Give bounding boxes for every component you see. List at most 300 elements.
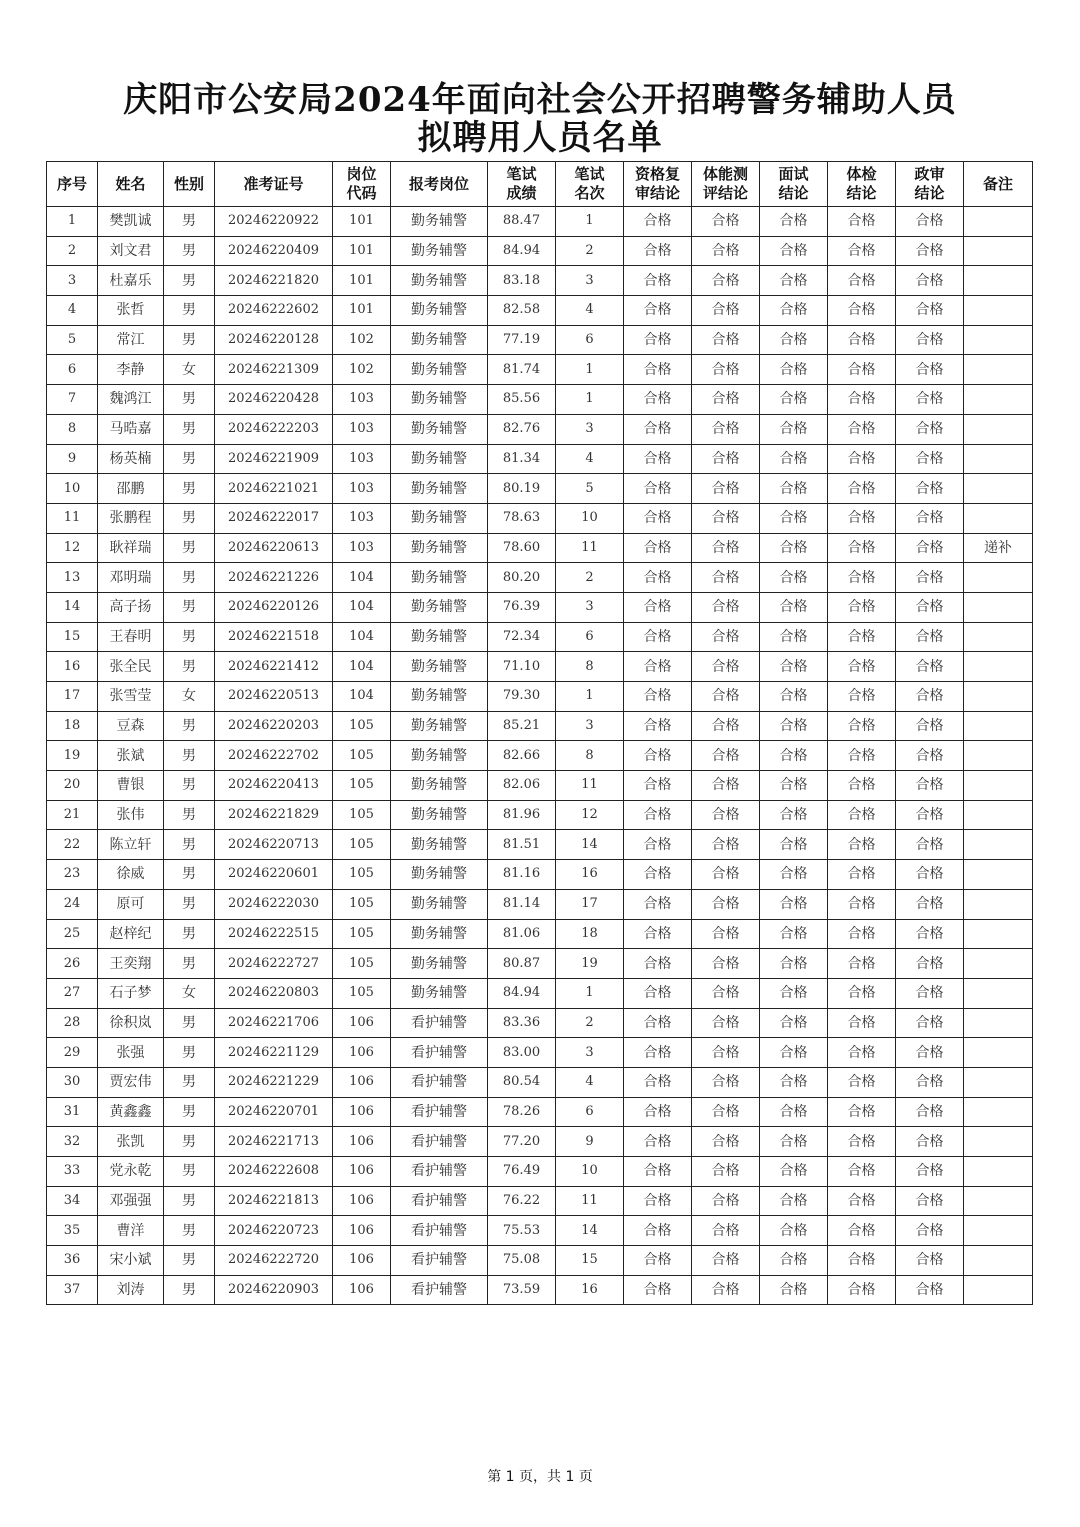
cell-post: 勤务辅警	[391, 741, 488, 771]
cell-political: 合格	[896, 978, 964, 1008]
cell-written-rank: 17	[556, 889, 624, 919]
cell-post: 勤务辅警	[391, 325, 488, 355]
cell-written-score: 75.53	[488, 1216, 556, 1246]
cell-written-score: 82.76	[488, 414, 556, 444]
cell-exam-no: 20246221829	[215, 800, 333, 830]
cell-gender: 男	[164, 741, 215, 771]
cell-qualification: 合格	[624, 385, 692, 415]
cell-medical: 合格	[828, 652, 896, 682]
cell-note	[964, 296, 1033, 326]
cell-written-score: 81.14	[488, 889, 556, 919]
header-written-rank: 笔试 名次	[556, 162, 624, 207]
cell-name: 曹洋	[98, 1216, 164, 1246]
table-row	[47, 474, 1033, 504]
cell-seq: 1	[47, 207, 98, 237]
cell-name: 宋小斌	[98, 1246, 164, 1276]
cell-post-code: 105	[333, 889, 391, 919]
cell-post: 勤务辅警	[391, 889, 488, 919]
cell-post: 看护辅警	[391, 1038, 488, 1068]
cell-seq: 14	[47, 592, 98, 622]
table-row	[47, 355, 1033, 385]
cell-name: 张哲	[98, 296, 164, 326]
cell-gender: 女	[164, 978, 215, 1008]
cell-written-score: 83.36	[488, 1008, 556, 1038]
table-row	[47, 682, 1033, 712]
cell-qualification: 合格	[624, 266, 692, 296]
table-row	[47, 503, 1033, 533]
cell-written-score: 76.39	[488, 592, 556, 622]
cell-written-rank: 4	[556, 444, 624, 474]
cell-post: 勤务辅警	[391, 296, 488, 326]
cell-post: 看护辅警	[391, 1067, 488, 1097]
cell-qualification: 合格	[624, 1127, 692, 1157]
table-row	[47, 978, 1033, 1008]
cell-medical: 合格	[828, 800, 896, 830]
cell-exam-no: 20246222727	[215, 949, 333, 979]
cell-name: 高子扬	[98, 592, 164, 622]
cell-fitness: 合格	[692, 1157, 760, 1187]
cell-name: 徐积岚	[98, 1008, 164, 1038]
cell-written-rank: 3	[556, 592, 624, 622]
cell-note	[964, 978, 1033, 1008]
cell-post: 勤务辅警	[391, 503, 488, 533]
cell-medical: 合格	[828, 414, 896, 444]
cell-written-rank: 8	[556, 652, 624, 682]
cell-medical: 合格	[828, 682, 896, 712]
cell-fitness: 合格	[692, 563, 760, 593]
table-row	[47, 889, 1033, 919]
cell-note	[964, 771, 1033, 801]
cell-post-code: 105	[333, 800, 391, 830]
cell-post: 勤务辅警	[391, 414, 488, 444]
header-written-score: 笔试 成绩	[488, 162, 556, 207]
cell-seq: 35	[47, 1216, 98, 1246]
cell-political: 合格	[896, 652, 964, 682]
cell-medical: 合格	[828, 771, 896, 801]
cell-written-rank: 9	[556, 1127, 624, 1157]
cell-name: 徐威	[98, 860, 164, 890]
cell-note	[964, 860, 1033, 890]
cell-written-rank: 2	[556, 236, 624, 266]
cell-post: 勤务辅警	[391, 652, 488, 682]
cell-exam-no: 20246220203	[215, 711, 333, 741]
cell-political: 合格	[896, 444, 964, 474]
cell-fitness: 合格	[692, 266, 760, 296]
cell-fitness: 合格	[692, 1038, 760, 1068]
cell-note	[964, 592, 1033, 622]
cell-medical: 合格	[828, 444, 896, 474]
cell-name: 张全民	[98, 652, 164, 682]
cell-post: 勤务辅警	[391, 978, 488, 1008]
cell-name: 张斌	[98, 741, 164, 771]
table-row	[47, 385, 1033, 415]
cell-fitness: 合格	[692, 1275, 760, 1305]
cell-gender: 女	[164, 355, 215, 385]
cell-seq: 15	[47, 622, 98, 652]
cell-qualification: 合格	[624, 889, 692, 919]
cell-political: 合格	[896, 1127, 964, 1157]
cell-fitness: 合格	[692, 711, 760, 741]
cell-exam-no: 20246220601	[215, 860, 333, 890]
cell-seq: 31	[47, 1097, 98, 1127]
cell-post-code: 103	[333, 414, 391, 444]
cell-name: 原可	[98, 889, 164, 919]
cell-fitness: 合格	[692, 1008, 760, 1038]
cell-qualification: 合格	[624, 711, 692, 741]
cell-written-score: 81.74	[488, 355, 556, 385]
cell-medical: 合格	[828, 592, 896, 622]
table-row	[47, 236, 1033, 266]
cell-written-score: 73.59	[488, 1275, 556, 1305]
header-note: 备注	[964, 162, 1033, 207]
cell-written-rank: 6	[556, 1097, 624, 1127]
cell-note	[964, 919, 1033, 949]
cell-written-rank: 16	[556, 860, 624, 890]
cell-qualification: 合格	[624, 1038, 692, 1068]
cell-written-rank: 10	[556, 1157, 624, 1187]
cell-political: 合格	[896, 1216, 964, 1246]
cell-written-score: 84.94	[488, 236, 556, 266]
cell-political: 合格	[896, 1186, 964, 1216]
cell-seq: 30	[47, 1067, 98, 1097]
cell-political: 合格	[896, 1246, 964, 1276]
cell-seq: 26	[47, 949, 98, 979]
cell-exam-no: 20246222515	[215, 919, 333, 949]
cell-medical: 合格	[828, 860, 896, 890]
cell-seq: 5	[47, 325, 98, 355]
cell-fitness: 合格	[692, 622, 760, 652]
cell-post: 勤务辅警	[391, 830, 488, 860]
cell-seq: 7	[47, 385, 98, 415]
cell-post-code: 106	[333, 1008, 391, 1038]
cell-medical: 合格	[828, 1246, 896, 1276]
cell-medical: 合格	[828, 622, 896, 652]
cell-political: 合格	[896, 385, 964, 415]
cell-fitness: 合格	[692, 236, 760, 266]
cell-name: 刘涛	[98, 1275, 164, 1305]
cell-written-rank: 3	[556, 711, 624, 741]
cell-name: 张强	[98, 1038, 164, 1068]
cell-written-score: 81.34	[488, 444, 556, 474]
cell-written-score: 80.87	[488, 949, 556, 979]
table-row	[47, 414, 1033, 444]
cell-written-rank: 3	[556, 266, 624, 296]
cell-political: 合格	[896, 503, 964, 533]
cell-medical: 合格	[828, 325, 896, 355]
cell-qualification: 合格	[624, 800, 692, 830]
cell-post: 勤务辅警	[391, 919, 488, 949]
cell-written-rank: 11	[556, 533, 624, 563]
cell-written-score: 81.06	[488, 919, 556, 949]
cell-note	[964, 1127, 1033, 1157]
cell-written-rank: 3	[556, 1038, 624, 1068]
cell-post-code: 103	[333, 444, 391, 474]
cell-seq: 33	[47, 1157, 98, 1187]
cell-medical: 合格	[828, 533, 896, 563]
cell-note	[964, 949, 1033, 979]
cell-post-code: 106	[333, 1097, 391, 1127]
cell-medical: 合格	[828, 1216, 896, 1246]
cell-gender: 男	[164, 1097, 215, 1127]
cell-gender: 男	[164, 325, 215, 355]
cell-seq: 29	[47, 1038, 98, 1068]
cell-post-code: 106	[333, 1067, 391, 1097]
table-row	[47, 1008, 1033, 1038]
cell-medical: 合格	[828, 207, 896, 237]
cell-interview: 合格	[760, 800, 828, 830]
cell-post-code: 106	[333, 1127, 391, 1157]
cell-written-rank: 4	[556, 1067, 624, 1097]
cell-written-score: 80.20	[488, 563, 556, 593]
cell-gender: 男	[164, 1038, 215, 1068]
cell-qualification: 合格	[624, 207, 692, 237]
cell-post: 勤务辅警	[391, 207, 488, 237]
cell-post-code: 101	[333, 236, 391, 266]
cell-written-score: 82.06	[488, 771, 556, 801]
header-qualification: 资格复 审结论	[624, 162, 692, 207]
cell-political: 合格	[896, 682, 964, 712]
cell-written-rank: 10	[556, 503, 624, 533]
cell-name: 豆森	[98, 711, 164, 741]
cell-name: 党永乾	[98, 1157, 164, 1187]
cell-interview: 合格	[760, 592, 828, 622]
cell-interview: 合格	[760, 385, 828, 415]
header-post: 报考岗位	[391, 162, 488, 207]
header-political: 政审 结论	[896, 162, 964, 207]
cell-fitness: 合格	[692, 296, 760, 326]
cell-post-code: 104	[333, 652, 391, 682]
cell-post-code: 105	[333, 860, 391, 890]
cell-interview: 合格	[760, 889, 828, 919]
cell-interview: 合格	[760, 771, 828, 801]
cell-post-code: 106	[333, 1216, 391, 1246]
table-row	[47, 830, 1033, 860]
cell-post-code: 101	[333, 296, 391, 326]
cell-exam-no: 20246221813	[215, 1186, 333, 1216]
cell-post: 看护辅警	[391, 1186, 488, 1216]
cell-gender: 男	[164, 563, 215, 593]
cell-interview: 合格	[760, 1216, 828, 1246]
table-row	[47, 296, 1033, 326]
cell-written-rank: 4	[556, 296, 624, 326]
cell-medical: 合格	[828, 711, 896, 741]
cell-fitness: 合格	[692, 325, 760, 355]
document-title-line1: 庆阳市公安局2024年面向社会公开招聘警务辅助人员	[123, 80, 957, 120]
cell-seq: 37	[47, 1275, 98, 1305]
cell-interview: 合格	[760, 533, 828, 563]
cell-exam-no: 20246221021	[215, 474, 333, 504]
cell-interview: 合格	[760, 236, 828, 266]
cell-seq: 28	[47, 1008, 98, 1038]
cell-seq: 21	[47, 800, 98, 830]
cell-medical: 合格	[828, 919, 896, 949]
cell-gender: 男	[164, 1275, 215, 1305]
cell-name: 张伟	[98, 800, 164, 830]
cell-interview: 合格	[760, 1157, 828, 1187]
cell-qualification: 合格	[624, 592, 692, 622]
cell-note	[964, 236, 1033, 266]
cell-fitness: 合格	[692, 652, 760, 682]
cell-exam-no: 20246220701	[215, 1097, 333, 1127]
document-title-line2: 拟聘用人员名单	[417, 118, 663, 158]
cell-written-score: 76.22	[488, 1186, 556, 1216]
cell-post-code: 105	[333, 830, 391, 860]
cell-exam-no: 20246221129	[215, 1038, 333, 1068]
cell-written-score: 76.49	[488, 1157, 556, 1187]
cell-post: 勤务辅警	[391, 771, 488, 801]
cell-interview: 合格	[760, 1246, 828, 1276]
cell-political: 合格	[896, 1275, 964, 1305]
cell-interview: 合格	[760, 1067, 828, 1097]
cell-written-rank: 18	[556, 919, 624, 949]
cell-qualification: 合格	[624, 652, 692, 682]
cell-written-score: 82.66	[488, 741, 556, 771]
cell-note	[964, 682, 1033, 712]
cell-exam-no: 20246220126	[215, 592, 333, 622]
cell-written-rank: 1	[556, 682, 624, 712]
cell-exam-no: 20246220413	[215, 771, 333, 801]
cell-seq: 32	[47, 1127, 98, 1157]
cell-note	[964, 563, 1033, 593]
cell-name: 贾宏伟	[98, 1067, 164, 1097]
cell-gender: 男	[164, 207, 215, 237]
cell-gender: 男	[164, 236, 215, 266]
cell-medical: 合格	[828, 1127, 896, 1157]
cell-written-score: 75.08	[488, 1246, 556, 1276]
cell-post-code: 104	[333, 592, 391, 622]
cell-medical: 合格	[828, 385, 896, 415]
table-row	[47, 741, 1033, 771]
cell-written-score: 85.56	[488, 385, 556, 415]
cell-qualification: 合格	[624, 414, 692, 444]
header-exam-no: 准考证号	[215, 162, 333, 207]
cell-written-score: 77.20	[488, 1127, 556, 1157]
cell-fitness: 合格	[692, 533, 760, 563]
cell-written-score: 88.47	[488, 207, 556, 237]
cell-post: 勤务辅警	[391, 355, 488, 385]
cell-post: 勤务辅警	[391, 444, 488, 474]
cell-seq: 16	[47, 652, 98, 682]
cell-exam-no: 20246221412	[215, 652, 333, 682]
cell-post-code: 101	[333, 207, 391, 237]
table-row	[47, 919, 1033, 949]
cell-interview: 合格	[760, 474, 828, 504]
cell-gender: 男	[164, 266, 215, 296]
cell-fitness: 合格	[692, 860, 760, 890]
cell-medical: 合格	[828, 830, 896, 860]
cell-note	[964, 474, 1033, 504]
cell-note	[964, 1216, 1033, 1246]
cell-post: 勤务辅警	[391, 563, 488, 593]
cell-gender: 男	[164, 1008, 215, 1038]
cell-gender: 男	[164, 414, 215, 444]
cell-name: 邓明瑞	[98, 563, 164, 593]
cell-note	[964, 266, 1033, 296]
cell-written-score: 71.10	[488, 652, 556, 682]
cell-post-code: 105	[333, 949, 391, 979]
cell-medical: 合格	[828, 503, 896, 533]
cell-political: 合格	[896, 1067, 964, 1097]
cell-seq: 17	[47, 682, 98, 712]
table-row	[47, 1246, 1033, 1276]
cell-gender: 男	[164, 385, 215, 415]
cell-fitness: 合格	[692, 771, 760, 801]
cell-written-score: 78.63	[488, 503, 556, 533]
cell-post-code: 103	[333, 503, 391, 533]
cell-written-rank: 1	[556, 207, 624, 237]
cell-political: 合格	[896, 474, 964, 504]
cell-gender: 男	[164, 652, 215, 682]
cell-interview: 合格	[760, 1186, 828, 1216]
table-row	[47, 1186, 1033, 1216]
cell-qualification: 合格	[624, 1157, 692, 1187]
cell-note	[964, 1186, 1033, 1216]
cell-qualification: 合格	[624, 860, 692, 890]
cell-political: 合格	[896, 207, 964, 237]
cell-post: 勤务辅警	[391, 266, 488, 296]
cell-note	[964, 830, 1033, 860]
table-row	[47, 622, 1033, 652]
cell-exam-no: 20246220409	[215, 236, 333, 266]
cell-medical: 合格	[828, 1157, 896, 1187]
table-row	[47, 1157, 1033, 1187]
cell-interview: 合格	[760, 563, 828, 593]
cell-post: 看护辅警	[391, 1275, 488, 1305]
cell-gender: 男	[164, 296, 215, 326]
cell-written-score: 83.18	[488, 266, 556, 296]
cell-post-code: 104	[333, 622, 391, 652]
cell-post-code: 106	[333, 1157, 391, 1187]
cell-written-rank: 3	[556, 414, 624, 444]
cell-political: 合格	[896, 414, 964, 444]
cell-post: 看护辅警	[391, 1127, 488, 1157]
cell-name: 马晧嘉	[98, 414, 164, 444]
table-row	[47, 652, 1033, 682]
cell-qualification: 合格	[624, 830, 692, 860]
cell-post-code: 106	[333, 1275, 391, 1305]
cell-post-code: 105	[333, 978, 391, 1008]
cell-medical: 合格	[828, 236, 896, 266]
cell-medical: 合格	[828, 563, 896, 593]
cell-seq: 36	[47, 1246, 98, 1276]
cell-note	[964, 444, 1033, 474]
cell-written-rank: 6	[556, 622, 624, 652]
cell-gender: 男	[164, 503, 215, 533]
table-header-row	[47, 162, 1033, 207]
cell-qualification: 合格	[624, 949, 692, 979]
cell-interview: 合格	[760, 355, 828, 385]
cell-post-code: 105	[333, 711, 391, 741]
cell-interview: 合格	[760, 1038, 828, 1068]
table-row	[47, 444, 1033, 474]
cell-name: 耿祥瑞	[98, 533, 164, 563]
cell-written-score: 80.54	[488, 1067, 556, 1097]
cell-gender: 男	[164, 919, 215, 949]
cell-written-rank: 19	[556, 949, 624, 979]
cell-exam-no: 20246222030	[215, 889, 333, 919]
table-row	[47, 266, 1033, 296]
cell-post-code: 103	[333, 385, 391, 415]
cell-post: 看护辅警	[391, 1157, 488, 1187]
cell-written-rank: 11	[556, 771, 624, 801]
cell-medical: 合格	[828, 1038, 896, 1068]
cell-interview: 合格	[760, 919, 828, 949]
cell-note	[964, 800, 1033, 830]
cell-seq: 23	[47, 860, 98, 890]
cell-exam-no: 20246221713	[215, 1127, 333, 1157]
table-row	[47, 207, 1033, 237]
cell-political: 合格	[896, 533, 964, 563]
